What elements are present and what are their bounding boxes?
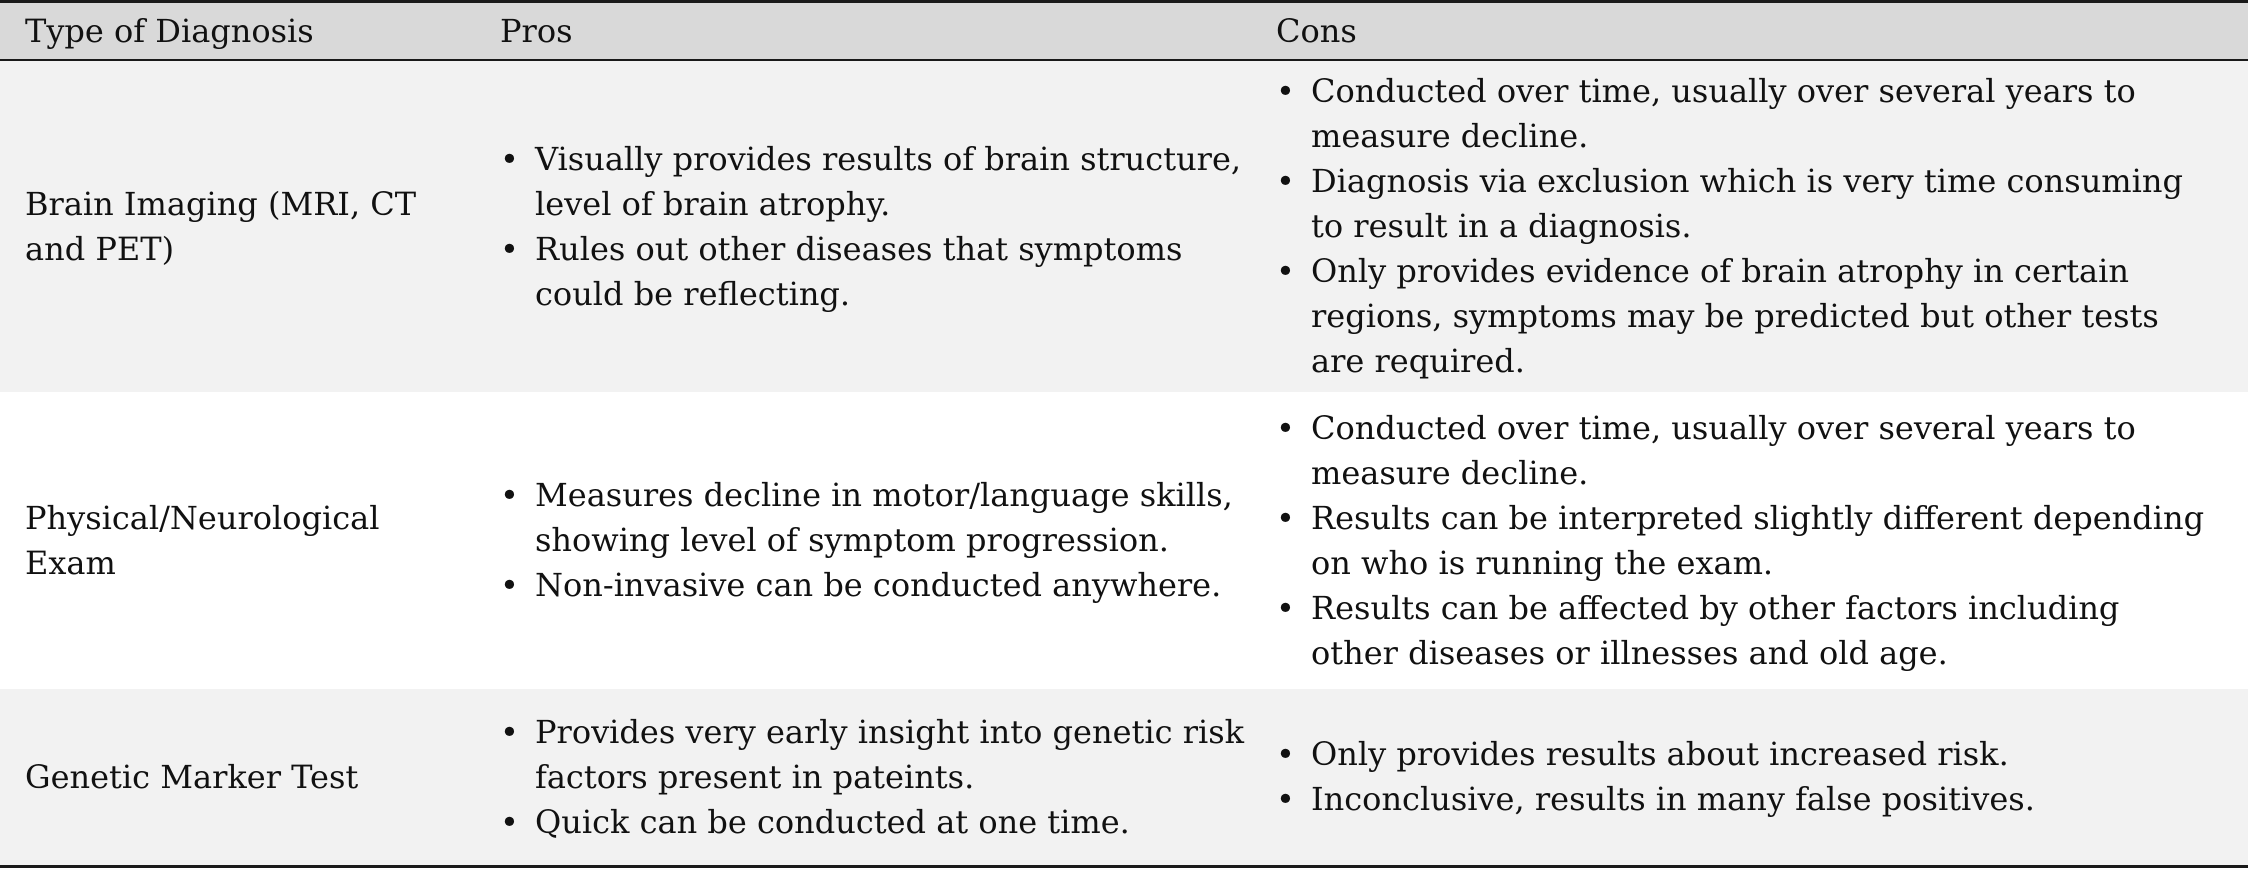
cons-cell: [1276, 689, 2216, 865]
pros-list: [500, 473, 1255, 608]
table-row-brain-imaging: [0, 61, 2248, 392]
diagnosis-type-cell: Brain Imaging (MRI, CT and PET): [25, 184, 417, 268]
pros-list: [500, 710, 1255, 845]
cons-cell: [1276, 392, 2216, 689]
pros-list-item: • Quick can be conducted at one time.: [500, 800, 1255, 845]
header-cons: Cons: [1276, 12, 1357, 50]
header-pros: Pros: [500, 12, 573, 50]
cons-cell: [1276, 61, 2216, 392]
table-row-physical-neurological-exam: [0, 392, 2248, 689]
cons-list-item: • Conducted over time, usually over several years to measure decline.: [1276, 406, 2216, 496]
cons-list-item: • Inconclusive, results in many false positives.: [1276, 777, 2216, 822]
pros-list-item: • Visually provides results of brain structure, level of brain atrophy.: [500, 137, 1255, 227]
cons-list-item: • Diagnosis via exclusion which is very time consuming to result in a diagnosis.: [1276, 159, 2216, 249]
cons-list: [1276, 69, 2216, 384]
pros-cell: [500, 61, 1255, 392]
cons-list-item: • Results can be interpreted slightly different depending on who is running the exam.: [1276, 496, 2216, 586]
pros-list-item: • Non-invasive can be conducted anywhere.: [500, 563, 1255, 608]
diagnosis-type-cell: Genetic Marker Test: [25, 757, 359, 796]
cons-list-item: • Only provides evidence of brain atrophy in certain regions, symptoms may be predicted but other tests are required.: [1276, 249, 2216, 384]
cons-list-item: • Results can be affected by other factors including other diseases or illnesses and old age.: [1276, 586, 2216, 676]
pros-cell: [500, 689, 1255, 865]
table-header-row: [0, 3, 2248, 59]
pros-list-item: • Measures decline in motor/language skills, showing level of symptom progression.: [500, 473, 1255, 563]
header-type-of-diagnosis: Type of Diagnosis: [25, 12, 314, 50]
pros-list: [500, 137, 1255, 317]
pros-list-item: • Rules out other diseases that symptoms could be reflecting.: [500, 227, 1255, 317]
pros-list-item: • Provides very early insight into genetic risk factors present in pateints.: [500, 710, 1255, 800]
pros-cell: [500, 392, 1255, 689]
cons-list-item: • Conducted over time, usually over several years to measure decline.: [1276, 69, 2216, 159]
cons-list-item: • Only provides results about increased risk.: [1276, 732, 2216, 777]
table-bottom-rule: [0, 865, 2248, 868]
cons-list: [1276, 732, 2216, 822]
table-row-genetic-marker-test: [0, 689, 2248, 865]
diagnosis-type-cell: Physical/Neurological Exam: [25, 498, 380, 582]
cons-list: [1276, 406, 2216, 676]
